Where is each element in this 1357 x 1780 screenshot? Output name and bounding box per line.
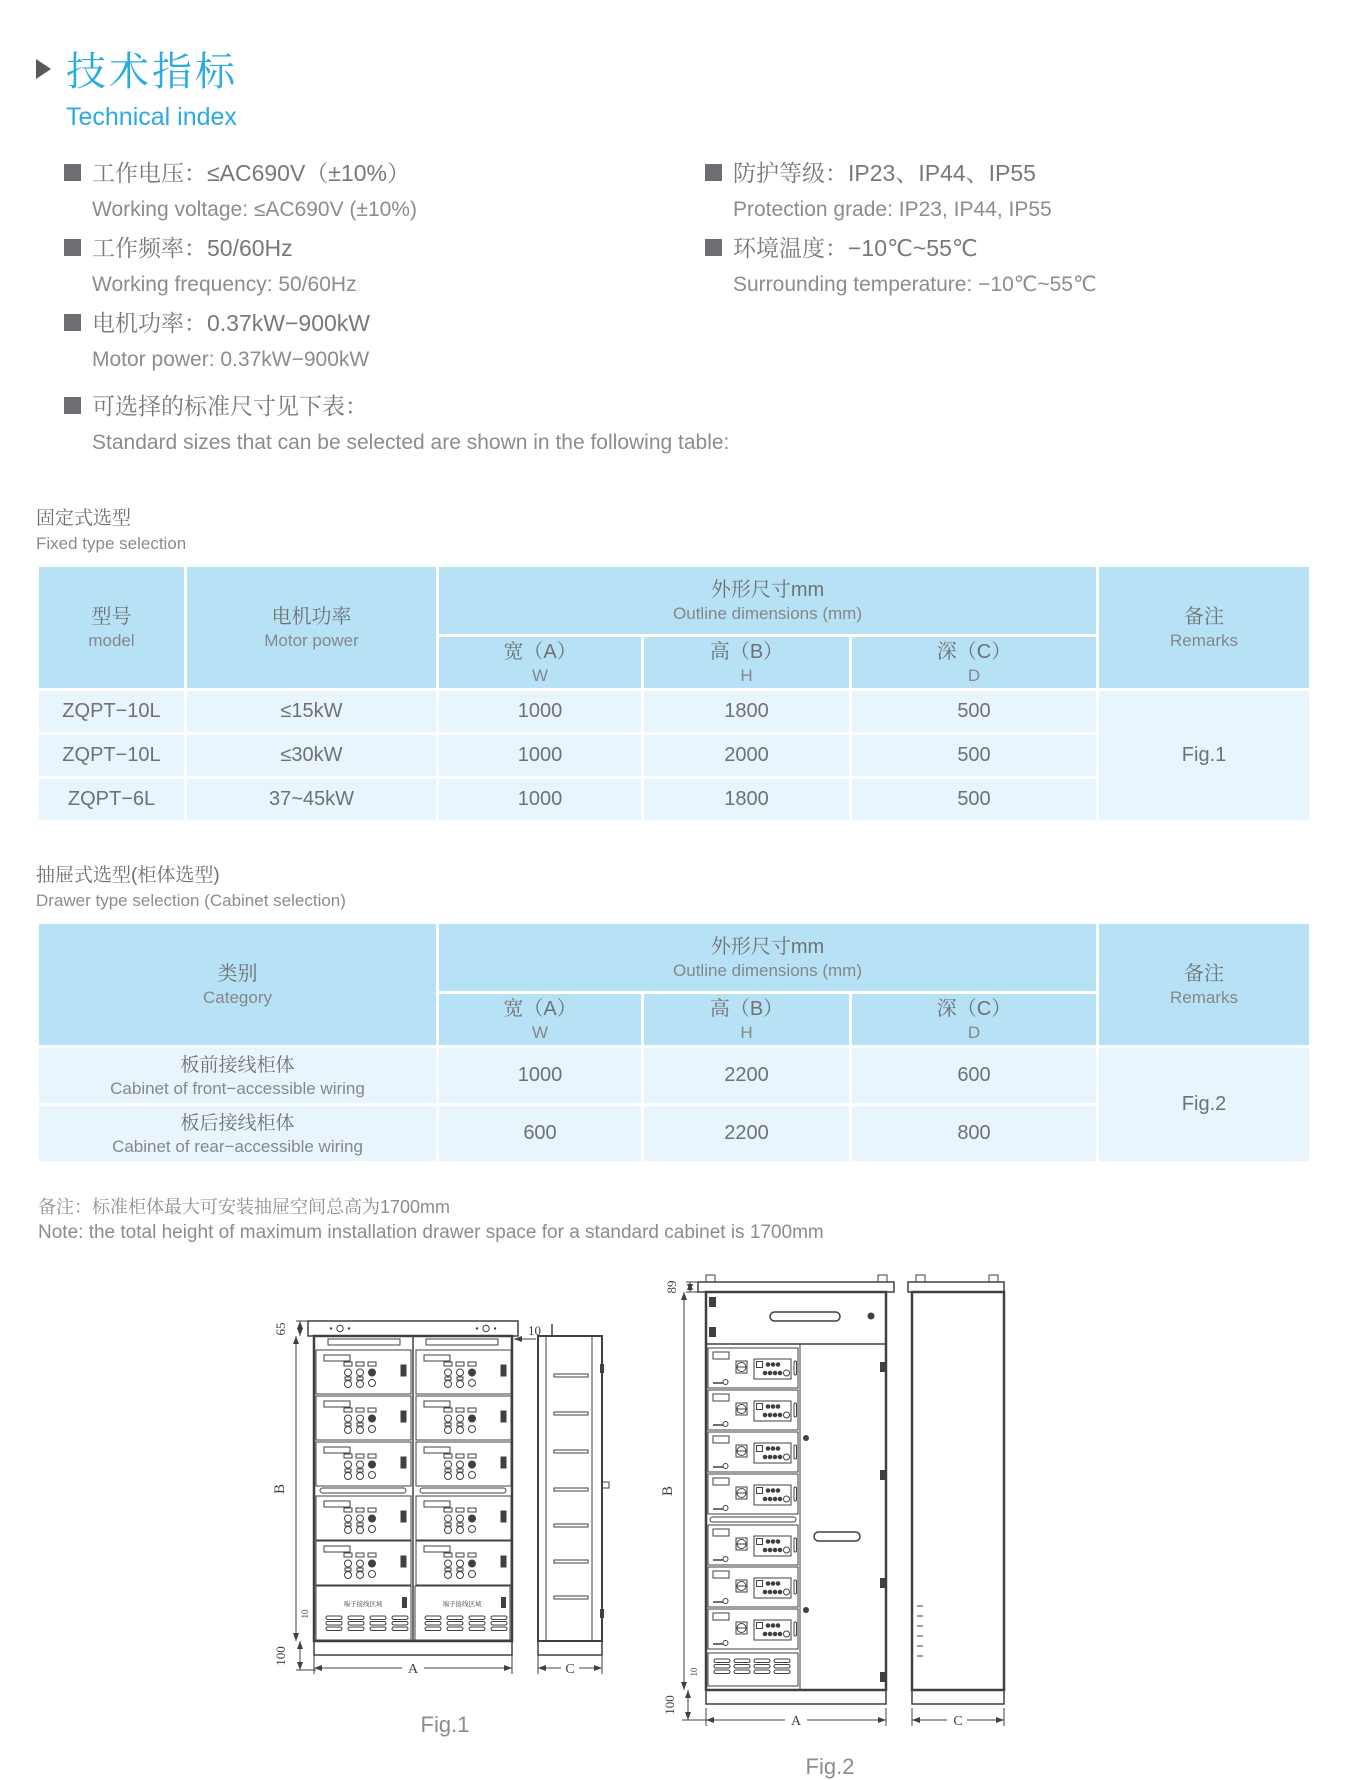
cell-model: ZQPT−6L xyxy=(38,778,186,822)
category-en: Cabinet of front−accessible wiring xyxy=(110,1078,365,1098)
col-header-model xyxy=(38,566,186,690)
square-bullet-icon xyxy=(64,397,81,414)
cell-depth: 600 xyxy=(851,1047,1098,1105)
cell-remark: Fig.2 xyxy=(1098,1047,1311,1163)
spec-en-text: Protection grade: IP23, IP44, IP55 xyxy=(733,198,1052,221)
spec-surrounding-temperature xyxy=(705,233,1097,298)
header-cn: 型号 xyxy=(91,606,132,628)
col-header-depth xyxy=(851,993,1098,1047)
spec-en-text: Motor power: 0.37kW−900kW xyxy=(92,348,370,371)
col-header-height xyxy=(643,993,851,1047)
triangle-bullet-icon xyxy=(36,59,51,79)
col-header-width xyxy=(438,636,643,690)
cell-height: 2200 xyxy=(643,1047,851,1105)
section-label-en: Drawer type selection (Cabinet selection) xyxy=(36,891,346,910)
spec-cn-text: 防护等级：IP23、IP44、IP55 xyxy=(733,160,1036,186)
fig2-caption: Fig.2 xyxy=(805,1754,855,1779)
section-label-cn: 固定式选型 xyxy=(36,508,132,529)
spec-working-voltage xyxy=(64,158,705,223)
cell-depth: 500 xyxy=(851,734,1098,778)
header-en: Outline dimensions (mm) xyxy=(673,961,862,980)
cell-category xyxy=(38,1047,438,1105)
footnote-cn: 备注：标准柜体最大可安装抽屉空间总高为1700mm xyxy=(38,1197,451,1217)
col-header-outline-dimensions xyxy=(438,923,1098,993)
page-title-en: Technical index xyxy=(66,103,237,131)
fig2-cabinet-drawing xyxy=(650,1266,1010,1736)
header-cn: 高（B） xyxy=(709,998,784,1020)
col-header-remarks xyxy=(1098,923,1311,1047)
spec-cn-text: 工作电压：≤AC690V（±10%） xyxy=(92,160,410,186)
cell-depth: 500 xyxy=(851,690,1098,734)
header-en: W xyxy=(531,1023,549,1042)
cell-power: 37~45kW xyxy=(186,778,438,822)
header-en: model xyxy=(88,631,135,650)
cell-width: 1000 xyxy=(438,778,643,822)
fig1-terminal-area-label: 端子接线区域 xyxy=(442,1601,482,1608)
header-en: H xyxy=(740,1023,753,1042)
spec-standard-sizes xyxy=(64,391,1357,456)
cell-width: 1000 xyxy=(438,1047,643,1105)
cell-height: 1800 xyxy=(643,690,851,734)
spec-list xyxy=(0,132,1357,456)
header-cn: 深（C） xyxy=(936,641,1012,663)
cell-width: 1000 xyxy=(438,734,643,778)
spec-motor-power xyxy=(64,308,705,373)
table-row xyxy=(38,1047,1311,1105)
square-bullet-icon xyxy=(64,239,81,256)
fig1-dim-small-10: 10 xyxy=(300,1609,310,1619)
spec-en-text: Surrounding temperature: −10℃~55℃ xyxy=(733,273,1097,296)
fig2-dim-small-10: 10 xyxy=(689,1667,699,1677)
header-cn: 宽（A） xyxy=(503,641,577,663)
fig1-dim-width-a: A xyxy=(407,1662,419,1677)
fig2-dim-width-a: A xyxy=(790,1714,802,1729)
header-en: D xyxy=(967,1023,981,1042)
header-en: W xyxy=(531,666,549,685)
header-cn: 宽（A） xyxy=(503,998,577,1020)
col-header-remarks xyxy=(1098,566,1311,690)
cell-height: 2000 xyxy=(643,734,851,778)
cell-height: 1800 xyxy=(643,778,851,822)
footnote xyxy=(0,1164,1357,1246)
fig1-dim-plinth-100: 100 xyxy=(273,1646,288,1666)
category-cn: 板前接线柜体 xyxy=(180,1054,295,1076)
fig1-dim-cap-height: 65 xyxy=(273,1322,288,1336)
tables-section xyxy=(0,466,1357,1164)
spec-en-text: Working voltage: ≤AC690V (±10%) xyxy=(92,198,417,221)
spec-cn-text: 工作频率：50/60Hz xyxy=(92,235,293,261)
section-fixed-type xyxy=(36,506,1309,556)
table-row xyxy=(38,690,1311,734)
cell-category xyxy=(38,1105,438,1163)
cell-model: ZQPT−10L xyxy=(38,734,186,778)
fig1-dim-depth-c: C xyxy=(565,1662,575,1677)
col-header-height xyxy=(643,636,851,690)
figure-2 xyxy=(650,1266,1010,1780)
header-en: Category xyxy=(203,988,272,1007)
spec-cn-text: 电机功率：0.37kW−900kW xyxy=(92,310,370,336)
footnote-en: Note: the total height of maximum installation drawer space for a standard cabinet is 1700mm xyxy=(38,1222,824,1243)
cell-power: ≤15kW xyxy=(186,690,438,734)
square-bullet-icon xyxy=(705,239,722,256)
spec-column-left xyxy=(64,158,705,383)
title-block xyxy=(0,0,1357,132)
section-label-en: Fixed type selection xyxy=(36,534,187,553)
spec-working-frequency xyxy=(64,233,705,298)
square-bullet-icon xyxy=(64,314,81,331)
spec-protection-grade xyxy=(705,158,1097,223)
spec-column-right xyxy=(705,158,1097,383)
fig2-dim-height-b: B xyxy=(660,1485,676,1497)
spec-cn-text: 环境温度：−10℃~55℃ xyxy=(733,235,978,261)
header-en: H xyxy=(740,666,753,685)
header-cn: 外形尺寸mm xyxy=(710,579,825,601)
header-en: Motor power xyxy=(264,631,359,650)
fig1-dim-height-b: B xyxy=(272,1483,288,1495)
fixed-type-table xyxy=(36,564,1312,823)
fig1-terminal-area-label: 端子接线区域 xyxy=(343,1601,383,1608)
col-header-motor-power xyxy=(186,566,438,690)
spec-en-text: Standard sizes that can be selected are shown in the following table: xyxy=(92,431,730,454)
header-cn: 电机功率 xyxy=(271,606,352,628)
category-en: Cabinet of rear−accessible wiring xyxy=(112,1136,363,1156)
header-en: Remarks xyxy=(1170,631,1239,650)
cell-width: 1000 xyxy=(438,690,643,734)
cell-width: 600 xyxy=(438,1105,643,1163)
cell-remark: Fig.1 xyxy=(1098,690,1311,822)
cell-height: 2200 xyxy=(643,1105,851,1163)
fig1-caption: Fig.1 xyxy=(420,1712,470,1737)
fig1-dim-top-gap-10: 10 xyxy=(528,1323,541,1338)
fig2-dim-depth-c: C xyxy=(953,1714,963,1729)
fig1-cabinet-drawing xyxy=(270,1304,620,1694)
header-cn: 备注 xyxy=(1184,963,1225,985)
cell-model: ZQPT−10L xyxy=(38,690,186,734)
col-header-outline-dimensions xyxy=(438,566,1098,636)
cell-power: ≤30kW xyxy=(186,734,438,778)
category-cn: 板后接线柜体 xyxy=(180,1112,295,1134)
page-title-cn: 技术指标 xyxy=(66,50,238,94)
header-cn: 外形尺寸mm xyxy=(710,936,825,958)
section-drawer-type xyxy=(36,863,1309,913)
header-cn: 深（C） xyxy=(936,998,1012,1020)
header-en: Outline dimensions (mm) xyxy=(673,604,862,623)
figure-1 xyxy=(270,1304,620,1738)
square-bullet-icon xyxy=(64,164,81,181)
cell-depth: 500 xyxy=(851,778,1098,822)
header-en: D xyxy=(967,666,981,685)
fig2-dim-cap-height: 89 xyxy=(664,1280,679,1294)
spec-cn-text: 可选择的标准尺寸见下表： xyxy=(92,393,368,419)
header-cn: 高（B） xyxy=(709,641,784,663)
cell-depth: 800 xyxy=(851,1105,1098,1163)
drawer-type-table xyxy=(36,921,1312,1164)
header-en: Remarks xyxy=(1170,988,1239,1007)
figures-row xyxy=(270,1266,1357,1780)
spec-en-text: Working frequency: 50/60Hz xyxy=(92,273,357,296)
header-cn: 类别 xyxy=(217,963,258,985)
section-label-cn: 抽屉式选型(柜体选型) xyxy=(36,865,220,886)
col-header-depth xyxy=(851,636,1098,690)
col-header-width xyxy=(438,993,643,1047)
fig2-dim-plinth-100: 100 xyxy=(662,1695,677,1715)
square-bullet-icon xyxy=(705,164,722,181)
col-header-category xyxy=(38,923,438,1047)
header-cn: 备注 xyxy=(1184,606,1225,628)
